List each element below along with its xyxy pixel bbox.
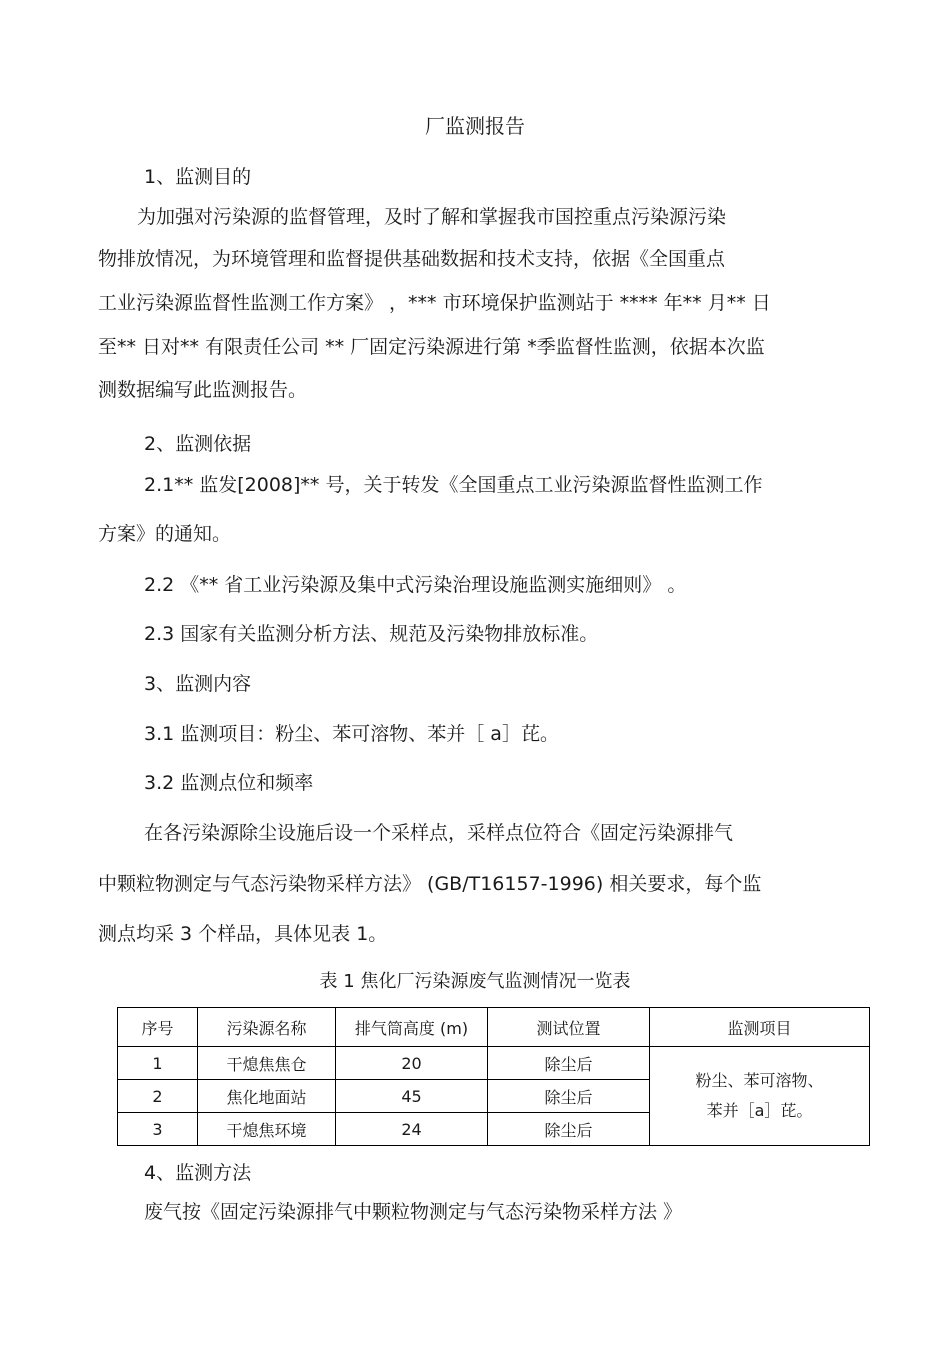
paragraph-line: 废气按《固定污染源排气中颗粒物测定与气态污染物采样方法 》 — [144, 1201, 683, 1223]
paragraph-line: 工业污染源监督性监测工作方案》 ，*** 市环境保护监测站于 **** 年** 月** 日 — [98, 292, 771, 314]
page-title: 厂监测报告 — [425, 114, 525, 138]
paragraph-line: 测点均采 3 个样品，具体见表 1。 — [98, 923, 388, 945]
cell-no: 3 — [118, 1113, 198, 1146]
cell-height: 24 — [336, 1113, 488, 1146]
table-header-row — [118, 1008, 870, 1047]
paragraph-line: 中颗粒物测定与气态污染物采样方法》 (GB/T16157-1996) 相关要求，每个监 — [98, 873, 762, 895]
section-2-heading: 2、监测依据 — [144, 433, 252, 455]
col-header-name: 污染源名称 — [198, 1008, 336, 1047]
col-header-items: 监测项目 — [650, 1008, 870, 1047]
cell-no: 1 — [118, 1047, 198, 1080]
paragraph-line: 至** 日对** 有限责任公司 ** 厂固定污染源进行第 *季监督性监测，依据本次监 — [98, 336, 765, 358]
cell-position: 除尘后 — [488, 1113, 650, 1146]
paragraph-line: 物排放情况，为环境管理和监督提供基础数据和技术支持，依据《全国重点 — [98, 248, 726, 270]
section-1-heading: 1、监测目的 — [144, 166, 252, 188]
paragraph-line: 2.2 《** 省工业污染源及集中式污染治理设施监测实施细则》 。 — [144, 574, 687, 596]
cell-height: 45 — [336, 1080, 488, 1113]
paragraph-line: 2.1** 监发[2008]** 号，关于转发《全国重点工业污染源监督性监测工作 — [144, 474, 763, 496]
items-line: 粉尘、苯可溶物、 — [695, 1071, 824, 1090]
section-4-heading: 4、监测方法 — [144, 1162, 252, 1184]
items-line: 苯并［a］芘。 — [706, 1101, 813, 1120]
col-header-height: 排气筒高度 (m) — [336, 1008, 488, 1047]
paragraph-line: 3.2 监测点位和频率 — [144, 772, 314, 794]
cell-name: 干熄焦环境 — [198, 1113, 336, 1146]
cell-name: 干熄焦焦仓 — [198, 1047, 336, 1080]
monitoring-table — [117, 1007, 870, 1146]
paragraph-line: 2.3 国家有关监测分析方法、规范及污染物排放标准。 — [144, 623, 599, 645]
cell-height: 20 — [336, 1047, 488, 1080]
cell-position: 除尘后 — [488, 1047, 650, 1080]
cell-name: 焦化地面站 — [198, 1080, 336, 1113]
cell-position: 除尘后 — [488, 1080, 650, 1113]
cell-no: 2 — [118, 1080, 198, 1113]
paragraph-line: 方案》的通知。 — [98, 523, 232, 545]
cell-items — [650, 1047, 870, 1146]
table-row — [118, 1047, 870, 1080]
paragraph-line: 测数据编写此监测报告。 — [98, 379, 308, 401]
paragraph-line: 3.1 监测项目：粉尘、苯可溶物、苯并［ a］芘。 — [144, 723, 559, 745]
col-header-position: 测试位置 — [488, 1008, 650, 1047]
paragraph-line: 在各污染源除尘设施后设一个采样点，采样点位符合《固定污染源排气 — [144, 822, 734, 844]
paragraph-line: 为加强对污染源的监督管理，及时了解和掌握我市国控重点污染源污染 — [137, 206, 727, 228]
section-3-heading: 3、监测内容 — [144, 673, 252, 695]
col-header-no: 序号 — [118, 1008, 198, 1047]
table-caption: 表 1 焦化厂污染源废气监测情况一览表 — [319, 971, 631, 992]
